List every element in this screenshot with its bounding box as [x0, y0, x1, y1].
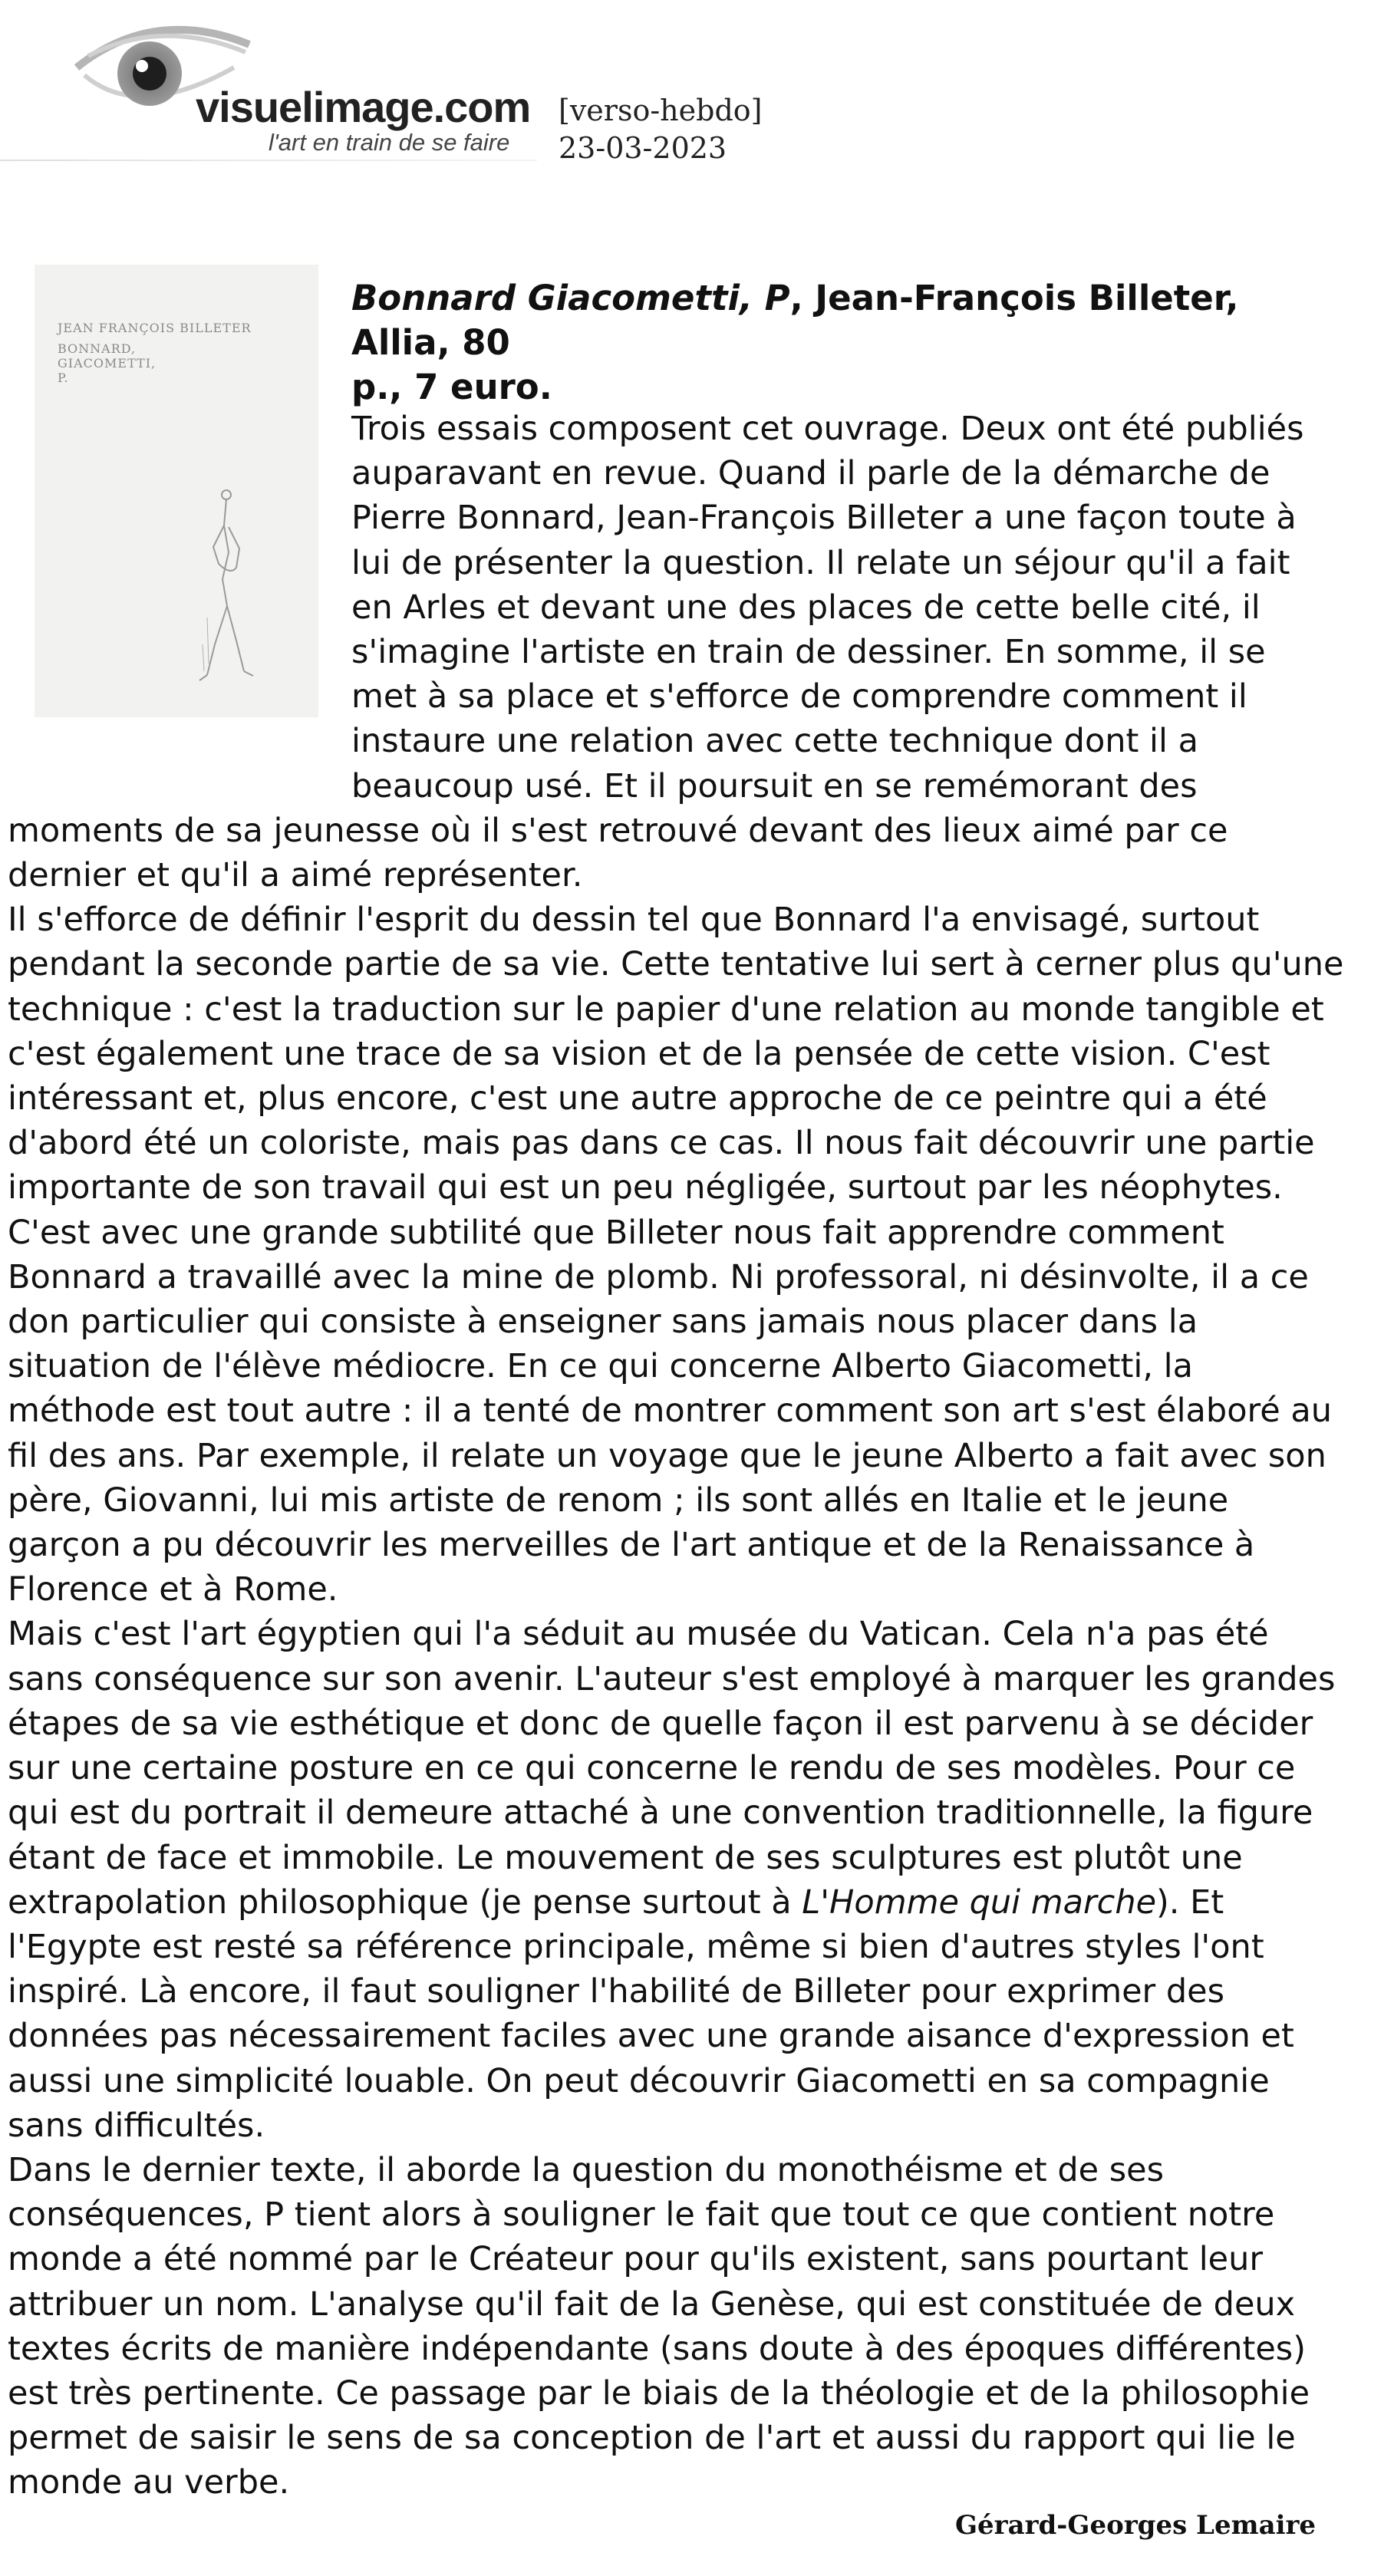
- cover-author: JEAN FRANÇOIS BILLETER: [58, 321, 252, 335]
- article-body: [0, 407, 1394, 2505]
- text-line: importante de son travail qui est un peu négligée, surtout par les néophytes.: [8, 1168, 1283, 1207]
- source-tag: [verso-hebdo]: [559, 94, 763, 127]
- text-line: est très pertinente. Ce passage par le biais de la théologie et de la philosophie: [8, 2373, 1310, 2413]
- text-line: C'est avec une grande subtilité que Billeter nous fait apprendre comment: [8, 1213, 1224, 1252]
- text-line: [0, 1880, 1394, 1925]
- text-line: dernier et qu'il a aimé représenter.: [8, 856, 583, 895]
- cover-title-line: P.: [58, 371, 69, 385]
- text-line: Trois essais composent cet ouvrage. Deux ont été publiés: [351, 410, 1304, 448]
- text-line: lui de présenter la question. Il relate un séjour qu'il a fait: [351, 543, 1290, 582]
- text-line: fil des ans. Par exemple, il relate un voyage que le jeune Alberto a fait avec son: [8, 1436, 1326, 1475]
- text-line: père, Giovanni, lui mis artiste de renom ; ils sont allés en Italie et le jeune: [8, 1481, 1229, 1520]
- text-line: situation de l'élève médiocre. En ce qui concerne Alberto Giacometti, la: [8, 1347, 1193, 1386]
- text-line: moments de sa jeunesse où il s'est retrouvé devant des lieux aimé par ce: [8, 811, 1228, 850]
- publication-date: 23-03-2023: [559, 131, 727, 165]
- text-line: permet de saisir le sens de sa conception de l'art et aussi du rapport qui lie le: [8, 2419, 1296, 2458]
- text-line: étant de face et immobile. Le mouvement de ses sculptures est plutôt une: [8, 1838, 1243, 1877]
- text-line: intéressant et, plus encore, c'est une autre approche de ce peintre qui a été: [8, 1079, 1267, 1118]
- text-line: c'est également une trace de sa vision et de la pensée de cette vision. C'est: [8, 1034, 1270, 1073]
- cover-title: [58, 341, 211, 385]
- text-line: qui est du portrait il demeure attaché à une convention traditionnelle, la figure: [8, 1794, 1313, 1833]
- text-line: l'Egypte est resté sa référence principale, même si bien d'autres styles l'ont: [8, 1927, 1264, 1966]
- text-line: auparavant en revue. Quand il parle de la démarche de: [351, 454, 1270, 493]
- site-header: [0, 0, 767, 165]
- text-line: pendant la seconde partie de sa vie. Cette tentative lui sert à cerner plus qu'une: [8, 945, 1344, 984]
- book-details: , Jean-François Billeter, Allia, 80: [351, 278, 1239, 363]
- text-line: Florence et à Rome.: [8, 1570, 338, 1609]
- text-line: beaucoup usé. Et il poursuit en se remémorant des: [351, 766, 1198, 805]
- text-line: s'imagine l'artiste en train de dessiner. En somme, il se: [351, 633, 1266, 672]
- text-line: étapes de sa vie esthétique et donc de quelle façon il est parvenu à se décider: [8, 1704, 1313, 1743]
- text-line: aussi une simplicité louable. On peut découvrir Giacometti en sa compagnie: [8, 2061, 1270, 2100]
- text-line: instaure une relation avec cette technique dont il a: [351, 722, 1198, 761]
- text-line: inspiré. Là encore, il faut souligner l'habilité de Billeter pour exprimer des: [8, 1972, 1225, 2011]
- text-line: monde a été nommé par le Créateur pour qu'ils existent, sans pourtant leur: [8, 2240, 1264, 2279]
- text-line: sans conséquence sur son avenir. L'auteur s'est employé à marquer les grandes: [8, 1659, 1336, 1698]
- cover-title-line: GIACOMETTI,: [58, 356, 157, 371]
- text-line: Il s'efforce de définir l'esprit du dessin tel que Bonnard l'a envisagé, surtout: [8, 901, 1260, 940]
- text-line: don particulier qui consiste à enseigner sans jamais nous placer dans la: [8, 1303, 1198, 1342]
- text-line: sans difficultés.: [8, 2106, 265, 2145]
- site-logo-text[interactable]: visuelimage.com: [196, 83, 531, 131]
- text-line: textes écrits de manière indépendante (sans doute à des époques différentes): [8, 2329, 1306, 2368]
- text-line: attribuer un nom. L'analyse qu'il fait de la Genèse, qui est constituée de deux: [8, 2284, 1296, 2324]
- text-line: en Arles et devant une des places de cette belle cité, il: [351, 588, 1261, 627]
- text-line: technique : c'est la traduction sur le papier d'une relation au monde tangible et: [8, 990, 1324, 1029]
- text-line: méthode est tout autre : il a tenté de montrer comment son art s'est élaboré au: [8, 1392, 1332, 1431]
- text-line: conséquences, P tient alors à souligner le fait que tout ce que contient notre: [8, 2196, 1275, 2235]
- text-line: Dans le dernier texte, il aborde la question du monothéisme et de ses: [8, 2150, 1165, 2189]
- work-title-emphasis: L'Homme qui marche: [802, 1883, 1157, 1922]
- cover-title-line: BONNARD,: [58, 341, 137, 356]
- book-price: p., 7 euro.: [351, 367, 552, 407]
- text-line: Mais c'est l'art égyptien qui l'a séduit au musée du Vatican. Cela n'a pas été: [8, 1615, 1269, 1654]
- book-title: Bonnard Giacometti, P: [351, 278, 790, 318]
- header-divider: [0, 160, 537, 161]
- text-line: Bonnard a travaillé avec la mine de plomb. Ni professoral, ni désinvolte, il a ce: [8, 1257, 1309, 1296]
- text-line: Pierre Bonnard, Jean-François Billeter a une façon toute à: [351, 499, 1297, 538]
- text-fragment: ). Et: [1156, 1883, 1224, 1922]
- text-line: d'abord été un coloriste, mais pas dans ce cas. Il nous fait découvrir une partie: [8, 1124, 1315, 1163]
- text-line: met à sa place et s'efforce de comprendre comment il: [351, 677, 1247, 716]
- text-line: données pas nécessairement faciles avec une grande aisance d'expression et: [8, 2017, 1294, 2056]
- author-signature: Gérard-Georges Lemaire: [955, 2510, 1317, 2541]
- text-line: monde au verbe.: [8, 2463, 290, 2502]
- text-line: sur une certaine posture en ce qui concerne le rendu de ses modèles. Pour ce: [8, 1749, 1296, 1788]
- text-fragment: extrapolation philosophique (je pense surtout à: [8, 1883, 802, 1922]
- article-title: [351, 276, 1310, 410]
- site-tagline: l'art en train de se faire: [269, 129, 510, 156]
- text-line: garçon a pu découvrir les merveilles de l'art antique et de la Renaissance à: [8, 1526, 1255, 1565]
